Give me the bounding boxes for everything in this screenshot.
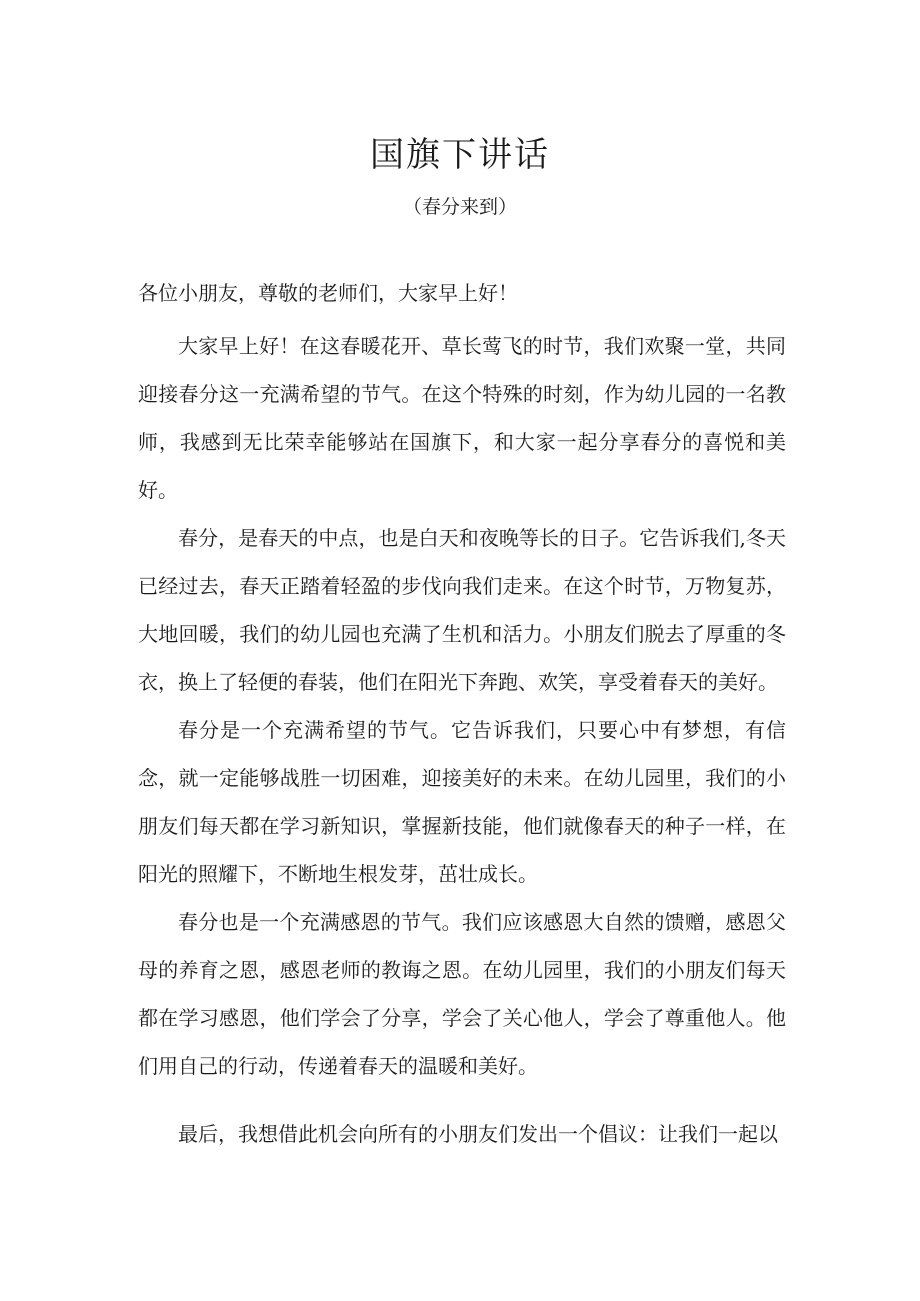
page-title: 国旗下讲话	[370, 135, 550, 175]
paragraph: 大家早上好！在这春暖花开、草长莺飞的时节，我们欢聚一堂，共同迎接春分这一充满希望的节气。在这个特殊的时刻，作为幼儿园的一名教师，我感到无比荣幸能够站在国旗下，和大家一起分享春分的喜悦和美好。	[138, 334, 786, 502]
page-subtitle: （春分来到）	[402, 196, 517, 218]
speech-body	[138, 322, 786, 1158]
paragraph: 春分，是春天的中点，也是白天和夜晚等长的日子。它告诉我们,冬天已经过去，春天正踏着轻盈的步伐向我们走来。在这个时节，万物复苏，大地回暖，我们的幼儿园也充满了生机和活力。小朋友们脱去了厚重的冬衣，换上了轻便的春装，他们在阳光下奔跑、欢笑，享受着春天的美好。	[138, 526, 786, 694]
paragraph: 春分是一个充满希望的节气。它告诉我们，只要心中有梦想，有信念，就一定能够战胜一切困难，迎接美好的未来。在幼儿园里，我们的小朋友们每天都在学习新知识，掌握新技能，他们就像春天的种子一样，在阳光的照耀下，不断地生根发芽，茁壮成长。	[138, 718, 786, 886]
paragraph: 最后，我想借此机会向所有的小朋友们发出一个倡议：让我们一起以	[178, 1122, 778, 1146]
paragraph: 春分也是一个充满感恩的节气。我们应该感恩大自然的馈赠，感恩父母的养育之恩，感恩老师的教诲之恩。在幼儿园里，我们的小朋友们每天都在学习感恩，他们学会了分享，学会了关心他人，学会了尊重他人。他们用自己的行动，传递着春天的温暖和美好。	[138, 910, 786, 1078]
greeting: 各位小朋友，尊敬的老师们，大家早上好！	[138, 281, 518, 305]
